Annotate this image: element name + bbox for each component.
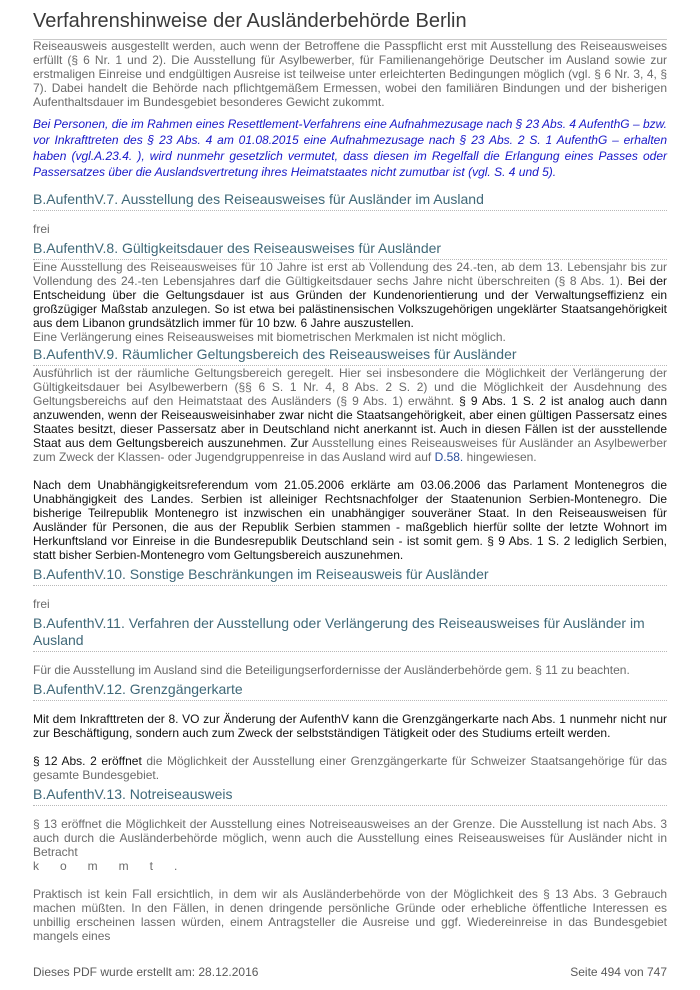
text-aufenthv-8-biometric: Eine Verlängerung eines Reiseausweises mit biometrischen Merkmalen ist nicht möglich. (33, 330, 506, 344)
heading-aufenthv-7: B.AufenthV.7. Ausstellung des Reiseausweises für Ausländer im Ausland (33, 191, 667, 211)
validity-discretion-text: Bei der Entscheidung über die Geltungsdauer ist aus Gründen der Kundenorientierung und der Verwaltungseffizienz ein großzügiger Maßstab anzulegen. So ist etwa bei palästinensischen Volkszugehörigen ungeklärter Staatsangehörigkeit aus dem Libanon grundsätzlich immer für 10 bzw. 6 Jahre auszustellen. (33, 274, 667, 330)
heading-aufenthv-9: B.AufenthV.9. Räumlicher Geltungsbereich des Reiseausweises für Ausländer (33, 346, 667, 366)
text-notreiseausweis-practice: Praktisch ist kein Fall ersichtlich, in dem wir als Ausländerbehörde von der Möglichkeit des § 13 Abs. 3 Gebrauch machen müßten. In den Fällen, in denen dringende persönliche Gründe oder erhebliche öffentliche Interessen es unbillig erscheinen lassen würden, einem Antragsteller die Ausreise und ggf. Wiedereinreise in das Bundesgebiet mangels eines (33, 887, 667, 943)
text-swiss-grenzgaenger (33, 754, 667, 782)
document-content (33, 39, 667, 943)
scope-intro-text: Ausführlich ist der räumliche Geltungsbereich geregelt. Hier sei insbesondere die Möglichkeit der Verlängerung der Gültigkeitsdauer bei Asylbewerbern (§§ 6 S. 1 Nr. 4, 8 Abs. 2 S. 2) und die Möglichkeit der Ausdehnung des Geltungsbereichs auf den Heimatstaat des Ausländers (§ 9 Abs. 1) erwähnt. (33, 366, 667, 408)
text-aufenthv-9 (33, 366, 667, 464)
swiss-rule-text: § 12 Abs. 2 eröffnet (33, 754, 142, 768)
resettlement-text-end: ), wird nunmehr gesetzlich vermutet, dass diesen im Regelfall die Erlangung eines Passes oder Passersatzes über die Auslandsvertretung ihres Heimatstaates nicht zumutbar ist (vgl. S. 4 und 5). (33, 149, 667, 179)
footer-page-number: Seite 494 von 747 (570, 965, 667, 979)
scope-analogy-text: § 9 Abs. 1 S. 2 ist analog auch dann anzuwenden, wenn der Reiseausweisinhaber zwar nicht die Staatsangehörigkeit, aber einen gültigen Passersatz eines Staates besitzt, dieser Passersatz aber in Deutschland nicht anerkannt ist. Auch in diesen Fällen ist der ausstellende Staat aus dem Geltungsbereich auszunehmen. Zur (33, 394, 667, 450)
text-notreiseausweis-tail: kommt. (33, 859, 199, 873)
heading-aufenthv-12: B.AufenthV.12. Grenzgängerkarte (33, 681, 667, 701)
text-aufenthv-11: Für die Ausstellung im Ausland sind die Beteiligungserfordernisse der Ausländerbehörde gem. § 11 zu beachten. (33, 663, 630, 677)
text-aufenthv-7: frei (33, 222, 50, 236)
link-d-58[interactable]: D.58. (434, 450, 464, 464)
resettlement-paragraph (33, 116, 667, 180)
document-page (33, 0, 667, 990)
link-a-23-4[interactable]: vgl.A.23.4. (75, 149, 133, 163)
scope-end-text: hingewiesen. (463, 450, 537, 464)
footer-created-date: Dieses PDF wurde erstellt am: 28.12.2016 (33, 965, 259, 979)
document-title: Verfahrenshinweise der Ausländerbehörde Berlin (33, 9, 667, 40)
text-grenzgaenger-karte: Mit dem Inkrafttreten der 8. VO zur Änderung der AufenthV kann die Grenzgängerkarte nach Abs. 1 nunmehr nicht nur zur Beschäftigung, sondern auch zum Zweck der selbstständigen Tätigkeit oder des Studiums erteilt werden. (33, 712, 667, 740)
heading-aufenthv-10: B.AufenthV.10. Sonstige Beschränkungen im Reiseausweis für Ausländer (33, 566, 667, 586)
text-aufenthv-10: frei (33, 597, 50, 611)
heading-aufenthv-8: B.AufenthV.8. Gültigkeitsdauer des Reiseausweises für Ausländer (33, 240, 667, 260)
resettlement-text-start: Bei Personen, die im Rahmen eines Resettlement-Verfahrens eine Aufnahmezusage nach § 23 Abs. 4 AufenthG – bzw. vor Inkrafttreten des § 23 Abs. 4 am 01.08.2015 eine Aufnahmezusage nach § 23 Abs. 2 S. 1 AufenthG – erhalten haben ( (33, 117, 667, 163)
heading-aufenthv-13: B.AufenthV.13. Notreiseausweis (33, 786, 667, 806)
validity-rule-text: Eine Ausstellung des Reiseausweises für 10 Jahre ist erst ab Vollendung des 24.-ten, ab dem 13. Lebensjahr bis zur Vollendung des 24.-ten Lebensjahres darf die Gültigkeitsdauer sechs Jahre nicht überschreiten (§ 8 Abs. 1). (33, 260, 667, 288)
text-notreiseausweis: § 13 eröffnet die Möglichkeit der Ausstellung eines Notreiseausweises an der Grenze. Die Ausstellung ist nach Abs. 3 auch durch die Ausländerbehörde möglich, wenn auch die Ausstellung eines Reiseausweises für Ausländer nicht in Betracht (33, 817, 667, 859)
scope-class-trip-text: Ausstellung eines Reiseausweises für Ausländer an Asylbewerber zum Zweck der Klassen- oder Jugendgruppenreise in das Ausland wird auf (33, 436, 667, 464)
intro-paragraph: Reiseausweis ausgestellt werden, auch wenn der Betroffene die Passpflicht erst mit Ausstellung des Reiseausweises erfüllt (§ 6 Nr. 1 und 2). Die Ausstellung für Asylbewerber, für Familienangehörige Deutscher im Ausland sowie zur erstmaligen Einreise und endgültigen Ausreise ist teilweise unter erleichterten Bedingungen möglich (vgl. § 6 Nr. 3, 4, § 7). Dabei handelt die Behörde nach pflichtgemäßem Ermessen, wobei den familiären Bindungen und der bisherigen Aufenthaltsdauer im Bundesgebiet besonderes Gewicht zukommt. (33, 39, 667, 109)
swiss-scope-text: die Möglichkeit der Ausstellung einer Grenzgängerkarte für Schweizer Staatsangehörige für das gesamte Bundesgebiet. (33, 754, 667, 782)
text-montenegro: Nach dem Unabhängigkeitsreferendum vom 21.05.2006 erklärte am 03.06.2006 das Parlament Montenegros die Unabhängigkeit des Landes. Serbien ist alleiniger Rechtsnachfolger der Staatenunion Serbien-Montenegro. Die bisherige Teilrepublik Montenegro ist inzwischen ein unabhängiger souveräner Staat. In den Reiseausweisen für Ausländer für Personen, die aus der Republik Serbien stammen - maßgeblich hierfür sollte der letzte Wohnort im Herkunftsland vor Einreise in die Bundesrepublik Deutschland sein - ist somit gem. § 9 Abs. 1 S. 2 lediglich Serbien, statt bisher Serbien-Montenegro vom Geltungsbereich auszunehmen. (33, 478, 667, 562)
text-aufenthv-8 (33, 260, 667, 330)
heading-aufenthv-11: B.AufenthV.11. Verfahren der Ausstellung oder Verlängerung des Reiseausweises für Ausländer im Ausland (33, 615, 667, 652)
